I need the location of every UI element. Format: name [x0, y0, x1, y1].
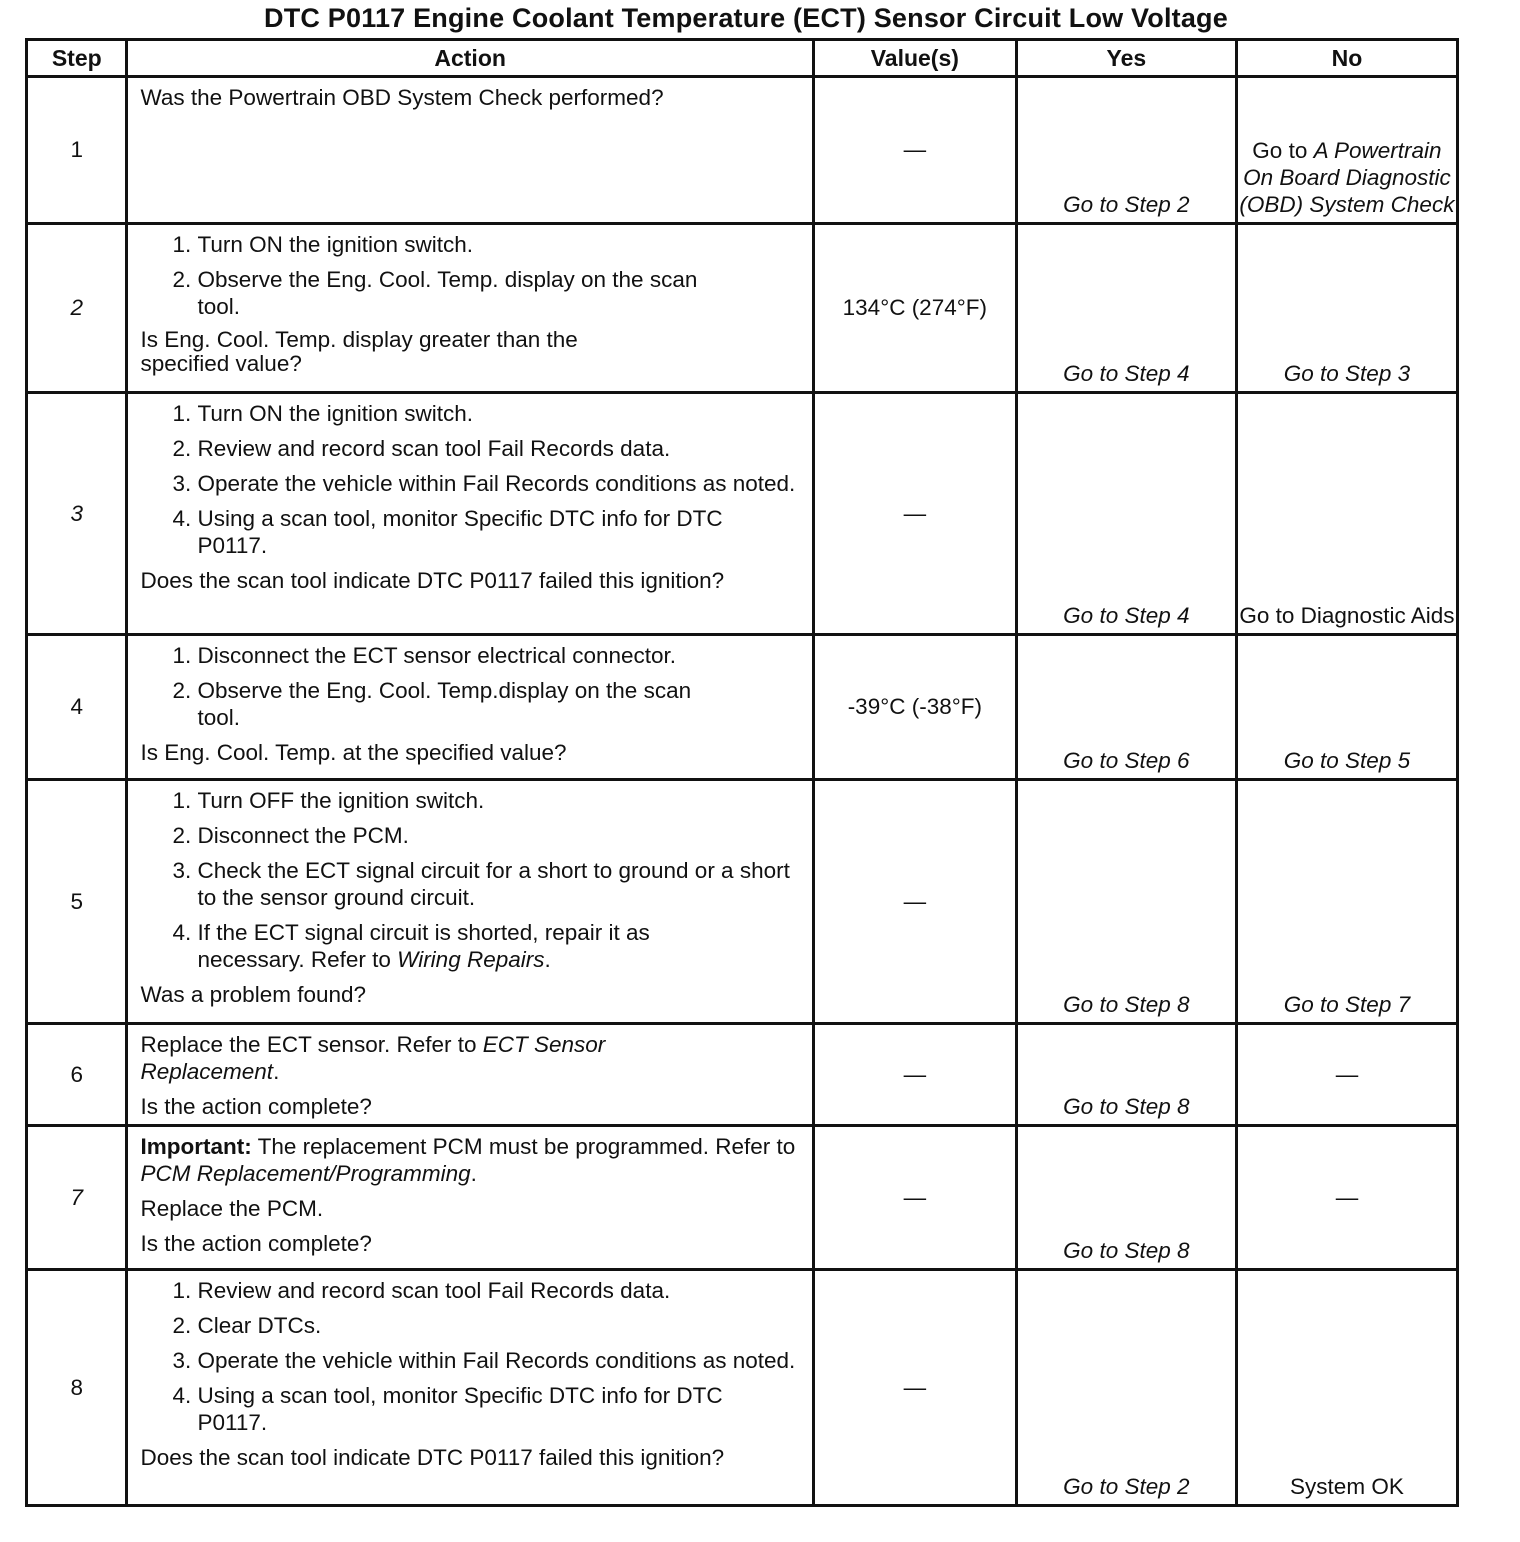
action-cell: [127, 224, 813, 393]
value-cell: —: [813, 77, 1016, 224]
action-text: [140, 1031, 801, 1085]
action-question: Does the scan tool indicate DTC P0117 failed this ignition?: [140, 1445, 725, 1470]
important-note: [140, 1133, 801, 1187]
action-item: 1. Turn ON the ignition switch.: [197, 231, 801, 258]
yes-cell: Go to Step 2: [1016, 77, 1236, 224]
action-item: 3. Operate the vehicle within Fail Records conditions as noted.: [197, 470, 801, 497]
action-cell: [127, 635, 813, 780]
step-number: 2: [27, 224, 127, 393]
value-cell: -39°C (-38°F): [813, 635, 1016, 780]
reference-link: PCM Replacement/Programming: [140, 1161, 471, 1186]
no-cell: Go to Diagnostic Aids: [1236, 393, 1457, 635]
table-row: [27, 77, 1458, 224]
action-item-suffix: .: [544, 947, 551, 972]
no-cell: [1236, 77, 1457, 224]
action-cell: [127, 780, 813, 1024]
action-item: 4. Using a scan tool, monitor Specific DTC info for DTC P0117.: [197, 505, 801, 559]
action-item: 2. Observe the Eng. Cool. Temp.display on the scan tool.: [197, 677, 801, 731]
header-step: Step: [27, 40, 127, 77]
action-item: 2. Clear DTCs.: [197, 1312, 801, 1339]
action-text: Replace the PCM.: [140, 1196, 324, 1221]
value-cell: —: [813, 393, 1016, 635]
action-item: 3. Operate the vehicle within Fail Records conditions as noted.: [197, 1347, 801, 1374]
action-item: 2. Disconnect the PCM.: [197, 822, 801, 849]
yes-cell: Go to Step 8: [1016, 1024, 1236, 1126]
step-number: 5: [27, 780, 127, 1024]
no-cell: Go to Step 7: [1236, 780, 1457, 1024]
no-cell: System OK: [1236, 1270, 1457, 1506]
action-item: [197, 919, 801, 973]
action-question: Does the scan tool indicate DTC P0117 failed this ignition?: [140, 568, 725, 593]
table-row: [27, 1270, 1458, 1506]
step-number: 7: [27, 1126, 127, 1270]
action-question: Was a problem found?: [140, 982, 367, 1007]
value-cell: —: [813, 780, 1016, 1024]
no-prefix: Go to: [1252, 138, 1314, 163]
action-cell: [127, 1126, 813, 1270]
header-no: No: [1236, 40, 1457, 77]
action-item: 3. Check the ECT signal circuit for a short to ground or a short to the sensor ground circuit.: [197, 857, 801, 911]
action-item: 1. Turn ON the ignition switch.: [197, 400, 801, 427]
table-row: [27, 1126, 1458, 1270]
no-cell: Go to Step 5: [1236, 635, 1457, 780]
yes-cell: Go to Step 4: [1016, 393, 1236, 635]
diagnostic-table: [25, 38, 1459, 1507]
action-item: 4. Using a scan tool, monitor Specific DTC info for DTC P0117.: [197, 1382, 801, 1436]
yes-cell: Go to Step 8: [1016, 780, 1236, 1024]
yes-cell: Go to Step 2: [1016, 1270, 1236, 1506]
action-suffix: .: [273, 1059, 280, 1084]
table-row: [27, 224, 1458, 393]
important-text: The replacement PCM must be programmed. Refer to: [251, 1134, 796, 1159]
table-row: [27, 780, 1458, 1024]
action-item: 1. Review and record scan tool Fail Records data.: [197, 1277, 801, 1304]
reference-link: Wiring Repairs: [397, 947, 545, 972]
header-values: Value(s): [813, 40, 1016, 77]
page-title: DTC P0117 Engine Coolant Temperature (ECT) Sensor Circuit Low Voltage: [264, 3, 1228, 33]
step-number: 1: [27, 77, 127, 224]
action-item: 2. Observe the Eng. Cool. Temp. display on the scan tool.: [197, 266, 801, 320]
action-cell: [127, 1024, 813, 1126]
action-question: Is the action complete?: [140, 1231, 372, 1256]
no-cell: Go to Step 3: [1236, 224, 1457, 393]
header-action: Action: [127, 40, 813, 77]
step-number: 4: [27, 635, 127, 780]
action-item-text: If the ECT signal circuit is shorted, repair it as necessary. Refer to: [197, 920, 650, 972]
table-row: [27, 1024, 1458, 1126]
value-cell: —: [813, 1126, 1016, 1270]
value-cell: —: [813, 1024, 1016, 1126]
action-question: Is the action complete?: [140, 1094, 372, 1119]
action-cell: [127, 1270, 813, 1506]
action-prefix: Replace the ECT sensor. Refer to: [140, 1032, 483, 1057]
yes-cell: Go to Step 6: [1016, 635, 1236, 780]
action-question: Is Eng. Cool. Temp. display greater than the specified value?: [140, 327, 578, 376]
table-row: [27, 393, 1458, 635]
action-cell: [127, 77, 813, 224]
table-row: [27, 635, 1458, 780]
header-yes: Yes: [1016, 40, 1236, 77]
yes-cell: Go to Step 4: [1016, 224, 1236, 393]
reference-link: ECT Sensor Replacement: [140, 1032, 606, 1084]
action-item: 1. Disconnect the ECT sensor electrical connector.: [197, 642, 801, 669]
action-item: 2. Review and record scan tool Fail Records data.: [197, 435, 801, 462]
step-number: 8: [27, 1270, 127, 1506]
value-cell: —: [813, 1270, 1016, 1506]
value-cell: 134°C (274°F): [813, 224, 1016, 393]
no-link: A Powertrain On Board Diagnostic (OBD) System Check: [1239, 138, 1455, 217]
action-question: Is Eng. Cool. Temp. at the specified value?: [140, 740, 567, 765]
step-number: 3: [27, 393, 127, 635]
yes-cell: Go to Step 8: [1016, 1126, 1236, 1270]
no-cell: —: [1236, 1126, 1457, 1270]
action-item: 1. Turn OFF the ignition switch.: [197, 787, 801, 814]
action-question: Was the Powertrain OBD System Check performed?: [140, 85, 664, 110]
header-row: [27, 40, 1458, 77]
step-number: 6: [27, 1024, 127, 1126]
action-cell: [127, 393, 813, 635]
no-cell: —: [1236, 1024, 1457, 1126]
important-label: Important:: [140, 1134, 252, 1159]
important-suffix: .: [470, 1161, 477, 1186]
